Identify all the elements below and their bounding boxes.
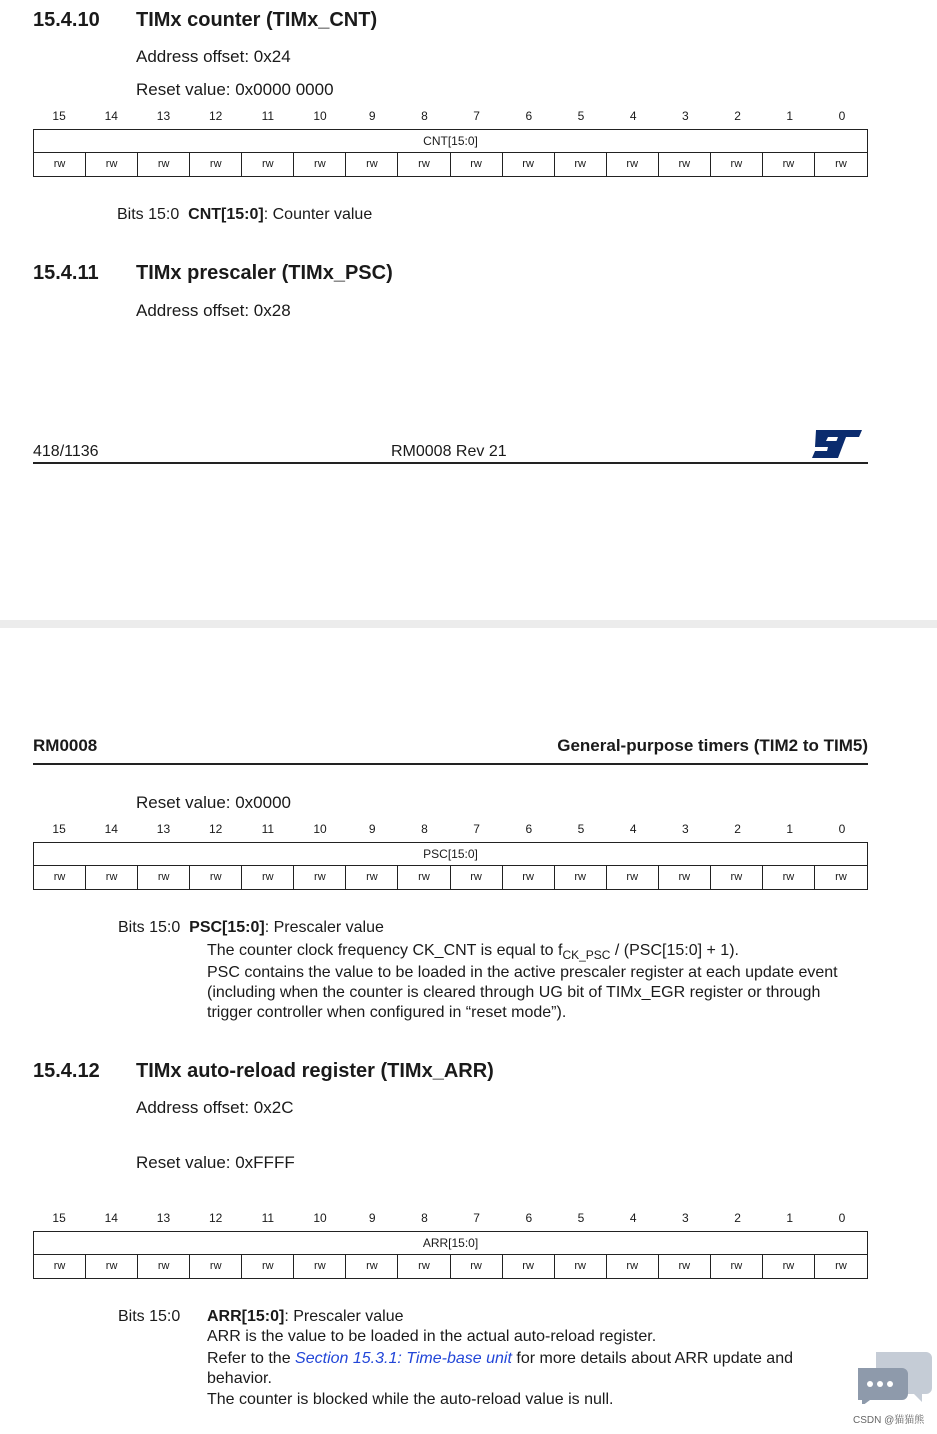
access-cell: rw (294, 866, 346, 889)
psc-desc-line: PSC contains the value to be loaded in the active prescaler register at each update event (207, 964, 838, 981)
header-right: General-purpose timers (TIM2 to TIM5) (557, 736, 868, 755)
access-cell: rw (659, 153, 711, 176)
bits-description (118, 919, 384, 937)
bit-number: 2 (734, 822, 741, 836)
access-cell: rw (835, 871, 847, 883)
access-cell: rw (607, 1255, 659, 1278)
access-cell: rw (398, 866, 450, 889)
bit-number: 14 (104, 1211, 118, 1225)
access-cell: rw (711, 1255, 763, 1278)
register-table-arr (33, 1211, 868, 1281)
bit-number: 5 (577, 822, 585, 836)
access-cell: rw (138, 1255, 190, 1278)
access-cell: rw (607, 153, 659, 176)
bit-number: 6 (525, 1211, 533, 1225)
access-cell: rw (835, 1260, 847, 1272)
access-cell: rw (503, 153, 555, 176)
bit-number: 2 (734, 109, 741, 123)
bit-number: 10 (313, 1211, 327, 1225)
arr-desc-line: behavior. (207, 1370, 272, 1387)
access-cell: rw (86, 153, 138, 176)
bit-number: 4 (629, 1211, 637, 1225)
access-cell: rw (34, 1255, 86, 1278)
access-row (33, 152, 868, 177)
register-table-cnt (33, 109, 868, 179)
access-cell: rw (711, 153, 763, 176)
arr-desc-line: ARR is the value to be loaded in the actual auto-reload register. (207, 1328, 657, 1345)
bit-number: 8 (421, 822, 428, 836)
access-cell: rw (835, 158, 847, 170)
bit-number: 4 (629, 109, 637, 123)
access-cell: rw (190, 153, 242, 176)
access-cell: rw (242, 866, 294, 889)
access-cell: rw (711, 866, 763, 889)
bit-number: 3 (682, 109, 689, 123)
section-link[interactable]: Section 15.3.1: Time-base unit (295, 1350, 512, 1367)
bit-number: 8 (421, 1211, 428, 1225)
bit-number: 5 (577, 1211, 585, 1225)
register-table-psc (33, 822, 868, 892)
bit-number: 12 (208, 1211, 223, 1225)
bit-number: 10 (313, 822, 327, 836)
bit-number: 14 (104, 822, 118, 836)
access-cell: rw (398, 153, 450, 176)
reset-value: Reset value: 0x0000 (136, 793, 291, 812)
reset-value: Reset value: 0x0000 0000 (136, 80, 334, 99)
access-cell: rw (451, 1255, 503, 1278)
reset-value: Reset value: 0xFFFF (136, 1153, 295, 1172)
psc-desc-line: (including when the counter is cleared through UG bit of TIMx_EGR register or through (207, 984, 821, 1001)
bit-number-row (33, 822, 868, 840)
bit-number: 15 (52, 109, 66, 123)
document-id: RM0008 Rev 21 (391, 443, 507, 460)
access-cell: rw (242, 1255, 294, 1278)
bit-number: 14 (104, 109, 118, 123)
address-offset: Address offset: 0x2C (136, 1098, 294, 1117)
bit-number: 13 (156, 109, 171, 123)
access-cell: rw (34, 866, 86, 889)
register-field: ARR[15:0] (33, 1231, 868, 1255)
access-cell: rw (607, 866, 659, 889)
access-cell: rw (763, 866, 815, 889)
bits-name: CNT[15:0] (188, 206, 264, 223)
psc-formula-line: The counter clock frequency CK_CNT is equal to $f_{CK\_PSC}$ / (PSC[15:0] + 1). (207, 942, 739, 963)
chat-bubble-icon[interactable] (856, 1350, 932, 1404)
bit-number-row (33, 1211, 868, 1229)
bit-number: 15 (52, 1211, 66, 1225)
access-cell: rw (398, 1255, 450, 1278)
access-row (33, 1254, 868, 1279)
bit-number: 5 (577, 109, 585, 123)
freq-subscript: CK_PSC (562, 948, 611, 963)
access-cell: rw (659, 1255, 711, 1278)
section-number: 15.4.12 (33, 1060, 100, 1082)
section-title: TIMx auto-reload register (TIMx_ARR) (136, 1060, 494, 1082)
access-cell: rw (294, 1255, 346, 1278)
bit-number: 1 (786, 1211, 794, 1225)
bit-number: 3 (682, 1211, 689, 1225)
access-cell: rw (86, 866, 138, 889)
address-offset: Address offset: 0x24 (136, 47, 291, 66)
bit-number: 9 (368, 1211, 376, 1225)
access-cell: rw (294, 153, 346, 176)
register-field: PSC[15:0] (33, 842, 868, 866)
bit-number: 7 (473, 822, 480, 836)
bit-number: 2 (734, 1211, 741, 1225)
bit-number: 0 (838, 1211, 846, 1225)
section-title: TIMx prescaler (TIMx_PSC) (136, 262, 393, 284)
access-cell: rw (503, 1255, 555, 1278)
access-row (33, 865, 868, 890)
bits-label: Bits 15:0 (117, 206, 180, 223)
access-cell: rw (190, 1255, 242, 1278)
bit-number: 11 (261, 1211, 275, 1225)
address-offset: Address offset: 0x28 (136, 301, 291, 320)
st-logo (810, 428, 864, 460)
arr-desc-line: The counter is blocked while the auto-reload value is null. (207, 1391, 614, 1408)
bit-number: 11 (261, 109, 275, 123)
footer-rule (33, 462, 868, 464)
bits-description (117, 206, 372, 224)
access-cell: rw (555, 153, 607, 176)
bit-number: 9 (368, 822, 376, 836)
page-number: 418/1136 (33, 443, 99, 460)
bit-number: 1 (786, 822, 794, 836)
bit-number: 1 (786, 109, 794, 123)
access-cell: rw (86, 1255, 138, 1278)
bits-desc: : Prescaler value (284, 1308, 404, 1325)
bit-number: 11 (261, 822, 275, 836)
page-separator (0, 620, 937, 628)
bits-desc: : Prescaler value (264, 919, 384, 936)
bits-label: Bits 15:0 (118, 919, 181, 936)
watermark: CSDN @猫猫熊 (853, 1415, 925, 1426)
bit-number: 13 (156, 822, 171, 836)
access-cell: rw (138, 153, 190, 176)
arr-desc-line: Refer to the Section 15.3.1: Time-base unit for more details about ARR update and (207, 1350, 793, 1367)
bits-description (207, 1308, 404, 1326)
access-cell: rw (451, 866, 503, 889)
access-cell: rw (346, 153, 398, 176)
access-cell: rw (763, 153, 815, 176)
access-cell: rw (555, 866, 607, 889)
bit-number-row (33, 109, 868, 127)
bit-number: 10 (313, 109, 327, 123)
psc-desc-line: trigger controller when configured in “reset mode”). (207, 1004, 567, 1021)
access-cell: rw (346, 866, 398, 889)
access-cell: rw (34, 153, 86, 176)
header-rule (33, 763, 868, 765)
access-cell: rw (190, 866, 242, 889)
bits-name: PSC[15:0] (189, 919, 265, 936)
bit-number: 12 (208, 109, 223, 123)
access-cell: rw (503, 866, 555, 889)
access-cell: rw (659, 866, 711, 889)
header-left: RM0008 (33, 736, 98, 755)
bit-number: 6 (525, 109, 533, 123)
register-field: CNT[15:0] (33, 129, 868, 153)
section-number: 15.4.11 (33, 262, 99, 284)
bits-name: ARR[15:0] (207, 1308, 285, 1325)
bit-number: 3 (682, 822, 689, 836)
bits-label: Bits 15:0 (118, 1308, 181, 1325)
bit-number: 8 (421, 109, 428, 123)
bits-desc: : Counter value (263, 206, 373, 223)
bit-number: 12 (208, 822, 223, 836)
bit-number: 13 (156, 1211, 171, 1225)
access-cell: rw (346, 1255, 398, 1278)
bit-number: 4 (629, 822, 637, 836)
access-cell: rw (242, 153, 294, 176)
bit-number: 6 (525, 822, 533, 836)
bit-number: 7 (473, 1211, 480, 1225)
access-cell: rw (138, 866, 190, 889)
section-title: TIMx counter (TIMx_CNT) (136, 9, 378, 31)
access-cell: rw (555, 1255, 607, 1278)
access-cell: rw (763, 1255, 815, 1278)
bit-number: 15 (52, 822, 66, 836)
access-cell: rw (451, 153, 503, 176)
bit-number: 0 (838, 822, 846, 836)
bit-number: 7 (473, 109, 480, 123)
bit-number: 0 (838, 109, 846, 123)
section-number: 15.4.10 (33, 9, 100, 31)
bit-number: 9 (368, 109, 376, 123)
